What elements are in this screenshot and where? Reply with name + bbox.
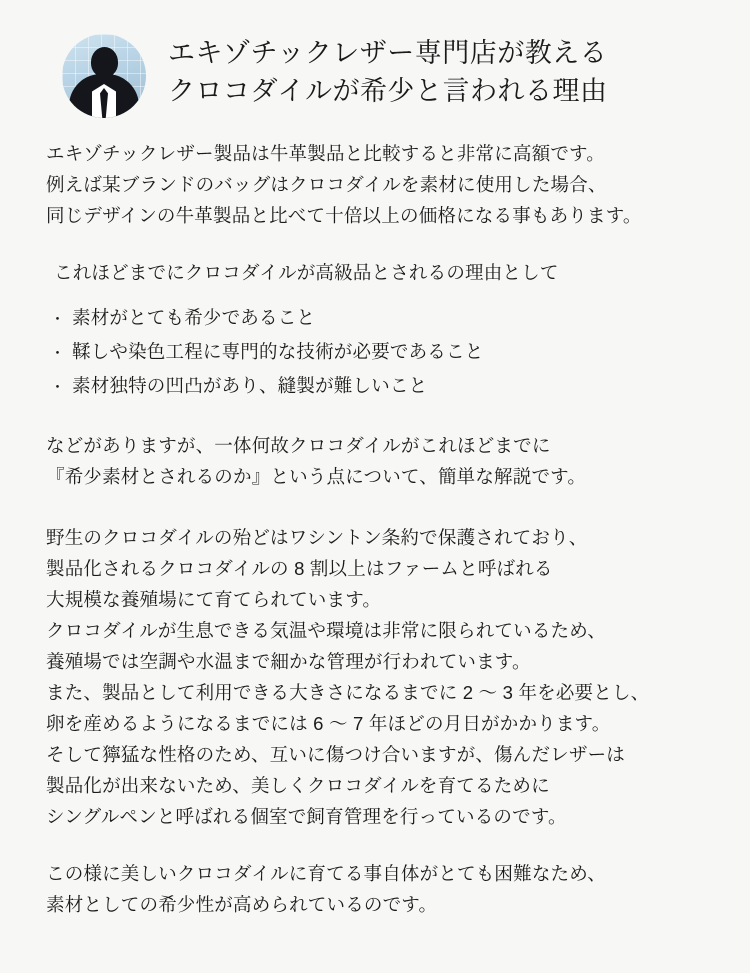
intro-line-1: エキゾチックレザー製品は牛革製品と比較すると非常に高額です。 (46, 143, 605, 164)
main-line-9: 製品化が出来ないため、美しくクロコダイルを育てるために (46, 775, 550, 796)
closing-paragraph (46, 858, 710, 920)
article-header (40, 0, 710, 118)
spacer (46, 231, 710, 257)
intro-line-3: 同じデザインの牛革製品と比べて十倍以上の価格になる事もあります。 (46, 205, 642, 226)
transition-line-2: 『希少素材とされるのか』という点について、簡単な解説です。 (46, 466, 587, 487)
transition-line-1: などがありますが、一体何故クロコダイルがこれほどまでに (46, 435, 551, 456)
businessman-silhouette-avatar-icon (62, 34, 146, 118)
avatar-head-shape (91, 47, 118, 77)
lead-line: これほどまでにクロコダイルが高級品とされるの理由として (54, 262, 559, 283)
closing-line-1: この様に美しいクロコダイルに育てる事自体がとても困難なため、 (46, 863, 606, 884)
reasons-list (46, 302, 710, 404)
list-item-label: 素材独特の凹凸があり、縫製が難しいこと (72, 375, 428, 396)
list-item-label: 鞣しや染色工程に専門的な技術が必要であること (72, 341, 484, 362)
article-body (40, 118, 710, 920)
transition-paragraph (46, 430, 710, 492)
list-item-label: 素材がとても希少であること (72, 307, 316, 328)
page-title-line-2: クロコダイルが希少と言われる理由 (168, 76, 608, 106)
main-line-7: 卵を産めるようになるまでには 6 〜 7 年ほどの月日がかかります。 (46, 713, 611, 734)
intro-paragraph (46, 138, 710, 231)
bullet-dot-icon: ・ (50, 379, 66, 396)
main-line-4: クロコダイルが生息できる気温や環境は非常に限られているため、 (46, 620, 606, 641)
main-paragraph (46, 522, 710, 832)
closing-line-2: 素材としての希少性が高められているのです。 (46, 894, 438, 915)
main-line-2: 製品化されるクロコダイルの 8 割以上はファームと呼ばれる (46, 558, 553, 579)
spacer (46, 832, 710, 858)
list-item (50, 302, 710, 336)
intro-line-2: 例えば某ブランドのバッグはクロコダイルを素材に使用した場合、 (46, 174, 607, 195)
page-title (168, 32, 607, 110)
main-line-10: シングルペンと呼ばれる個室で飼育管理を行っているのです。 (46, 806, 567, 827)
main-line-5: 養殖場では空調や水温まで細かな管理が行われています。 (46, 651, 531, 672)
bullet-dot-icon: ・ (50, 311, 66, 328)
list-item (50, 336, 710, 370)
spacer (46, 492, 710, 522)
list-item (50, 370, 710, 404)
main-line-8: そして獰猛な性格のため、互いに傷つけ合いますが、傷んだレザーは (46, 744, 625, 765)
main-line-1: 野生のクロコダイルの殆どはワシントン条約で保護されており、 (46, 527, 588, 548)
main-line-3: 大規模な養殖場にて育てられています。 (46, 589, 382, 610)
lead-paragraph (46, 257, 710, 288)
page-title-line-1: エキゾチックレザー専門店が教える (168, 38, 608, 68)
main-line-6: また、製品として利用できる大きさになるまでに 2 〜 3 年を必要とし、 (46, 682, 650, 703)
bullet-dot-icon: ・ (50, 345, 66, 362)
spacer (46, 288, 710, 302)
spacer (46, 404, 710, 430)
